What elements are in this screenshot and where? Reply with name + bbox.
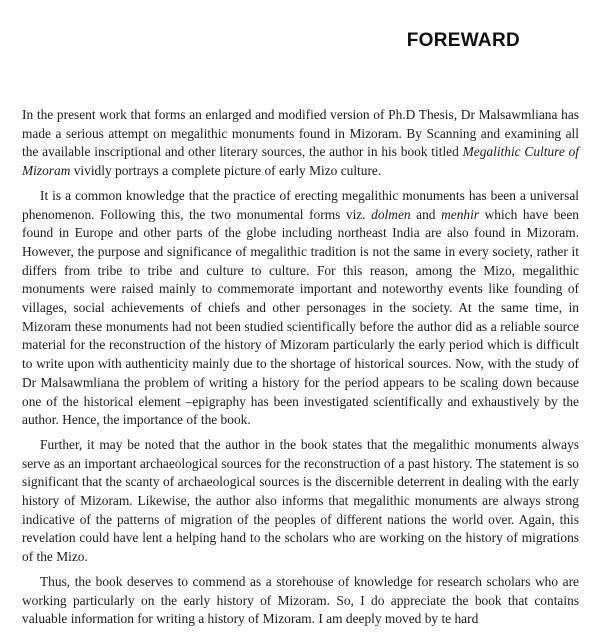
paragraph-1-text-b: vividly portrays a complete picture of early Mizo culture. [70,163,382,179]
paragraph-2-text-a: It is a common knowledge that the practice of erecting megalithic monuments has been a universal phenomenon. Following this, the two monumental forms viz. [22,187,579,222]
paragraph-1-text-a: In the present work that forms an enlarged and modified version of Ph.D Thesis, Dr Malsawmliana has made a serious attempt on megalithic monuments found in Mizoram. By Scanning and examining all the available inscriptional and other literary sources, the author in his book titled [22,107,579,160]
term-dolmen: dolmen [371,206,411,222]
paragraph-3: Further, it may be noted that the author in the book states that the megalithic monuments always serve as an important archaeological sources for the reconstruction of a past history. The statement is so significant that the scanty of archaeological sources is the discernible deterrent in dealing with the early history of Mizoram. Likewise, the author also informs that megalithic monuments are always strong indicative of the patterns of migration of the peoples of different nations the world over. Again, this revelation could have lent a helping hand to the scholars who are working on the history of migrations of the Mizo. [22,436,579,565]
document-body [22,106,579,635]
book-title: Megalithic Culture of Mizoram [22,144,579,179]
paragraph-1 [22,106,579,181]
term-menhir: menhir [441,206,480,222]
paragraph-2-conjunction: and [410,206,442,222]
paragraph-4: Thus, the book deserves to commend as a storehouse of knowledge for research scholars who are working particularly on the early history of Mizoram. So, I do appreciate the book that contains valuable information for writing a history of Mizoram. I am deeply moved by te hard [22,573,579,627]
paragraph-2-text-b: which have been found in Europe and other parts of the globe including northeast India are also found in Mizoram. However, the purpose and significance of megalithic tradition is not the same in every society, rather it differs from tribe to tribe and culture to culture. For this reason, among the Mizo, megalithic monuments were raised mainly to commemorate important and noteworthy events like founding of villages, social achievements of chiefs and other personages in the society. At the same time, in Mizoram these monuments had not been studied scientifically before the author did as a reliable source material for the reconstruction of the history of Mizoram particularly the early period which is difficult to write upon with authenticity mainly due to the shortage of historical sources. Now, with the study of Dr Malsawmliana the problem of writing a history for the period appears to be scaling down because one of the historical element –epigraphy has been investigated scientifically and exhaustively by the author. Hence, the importance of the book. [22,206,580,428]
page-title: FOREWARD [406,30,520,51]
paragraph-2 [22,187,579,430]
